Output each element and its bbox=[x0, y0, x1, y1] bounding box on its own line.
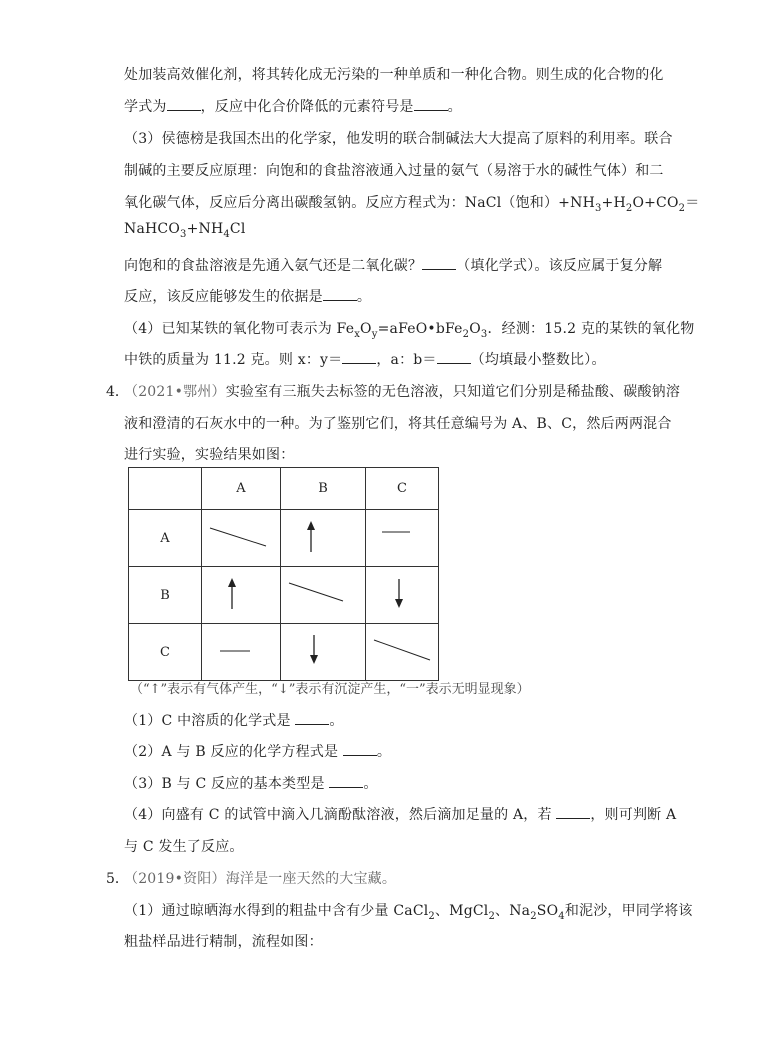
cell-a-c-none bbox=[366, 510, 439, 567]
answer-blank[interactable] bbox=[323, 288, 357, 301]
table-legend-caption: （“↑”表示有气体产生，“↓”表示有沉淀产生，“一”表示无明显现象） bbox=[130, 682, 530, 697]
dash-icon bbox=[202, 624, 280, 676]
cell-c-b-precipitate bbox=[281, 624, 366, 681]
col-header-a: A bbox=[202, 468, 281, 510]
q4-number: 4． bbox=[106, 384, 129, 400]
q4-line-1: （2021•鄂州）实验室有三瓶失去标签的无色溶液，只知道它们分别是稀盐酸、碳酸钠溶 bbox=[124, 384, 681, 400]
q4-line-2: 液和澄清的石灰水中的一种。为了鉴别它们，将其任意编号为 A、B、C，然后两两混合 bbox=[124, 416, 672, 432]
diagonal-line-icon bbox=[202, 510, 280, 562]
q3-sub3-line-2: 制碱的主要反应原理：向饱和的食盐溶液通入过量的氨气（易溶于水的碱性气体）和二 bbox=[124, 163, 664, 179]
q3-sub3-line-1: （3）侯德榜是我国杰出的化学家，他发明的联合制碱法大大提高了原料的利用率。联合 bbox=[124, 131, 673, 147]
cell-b-c-precipitate bbox=[366, 567, 439, 624]
q3-sub3-equation: $NaHCO_3+NH_4Cl$ bbox=[124, 221, 246, 240]
answer-blank[interactable] bbox=[329, 775, 363, 788]
q5-sub1-line-2: 粗盐样品进行精制，流程如图： bbox=[124, 934, 323, 950]
up-arrow-icon bbox=[202, 567, 280, 619]
answer-blank[interactable] bbox=[437, 351, 471, 364]
diagonal-line-icon bbox=[281, 567, 365, 619]
q4-sub4-line-1: （4）向盛有 C 的试管中滴入几滴酚酞溶液，然后滴加足量的 A，若 ，则可判断 A bbox=[124, 807, 677, 823]
table-row bbox=[129, 510, 439, 567]
q4-sub1: （1）C 中溶质的化学式是 。 bbox=[124, 713, 344, 729]
answer-blank[interactable] bbox=[167, 98, 201, 111]
q3-sub3-line-5: 向饱和的食盐溶液是先通入氨气还是二氧化碳？ （填化学式）。该反应属于复分解 bbox=[124, 258, 663, 274]
q4-sub2: （2）A 与 B 反应的化学方程式是 。 bbox=[124, 744, 392, 760]
down-arrow-icon bbox=[366, 567, 438, 619]
answer-blank[interactable] bbox=[343, 743, 377, 756]
q5-line-1: （2019•资阳）海洋是一座天然的大宝藏。 bbox=[124, 871, 397, 887]
row-header-b: B bbox=[129, 567, 202, 624]
q5-source: （2019•资阳） bbox=[124, 871, 226, 887]
answer-blank[interactable] bbox=[342, 351, 376, 364]
q3-sub4-line-1: （4）已知某铁的氧化物可表示为 $Fe_xO_y=aFeO•bFe_2O_3$．经测：15.2 克的某铁的氧化物 bbox=[124, 321, 695, 340]
table-corner bbox=[129, 468, 202, 510]
cell-c-a-none bbox=[202, 624, 281, 681]
cell-c-c-self bbox=[366, 624, 439, 681]
q4-source: （2021•鄂州） bbox=[124, 384, 226, 400]
answer-blank[interactable] bbox=[414, 98, 448, 111]
table-row bbox=[129, 624, 439, 681]
q3-line-2: 学式为 ，反应中化合价降低的元素符号是 。 bbox=[124, 99, 462, 115]
col-header-b: B bbox=[281, 468, 366, 510]
row-header-c: C bbox=[129, 624, 202, 681]
table-row bbox=[129, 567, 439, 624]
cell-a-a-self bbox=[202, 510, 281, 567]
q3-line-1: 处加装高效催化剂，将其转化成无污染的一种单质和一种化合物。则生成的化合物的化 bbox=[124, 67, 664, 83]
answer-blank[interactable] bbox=[295, 712, 329, 725]
cell-b-a-gas bbox=[202, 567, 281, 624]
q4-sub3: （3）B 与 C 反应的基本类型是 。 bbox=[124, 776, 378, 792]
col-header-c: C bbox=[366, 468, 439, 510]
reaction-result-table bbox=[128, 467, 439, 681]
row-header-a: A bbox=[129, 510, 202, 567]
q4-line-3: 进行实验，实验结果如图： bbox=[124, 447, 295, 463]
q5-number: 5． bbox=[106, 871, 129, 887]
cell-b-b-self bbox=[281, 567, 366, 624]
answer-blank[interactable] bbox=[422, 257, 456, 270]
up-arrow-icon bbox=[281, 510, 365, 562]
q3-sub4-line-2: 中铁的质量为 11.2 克。则 x：y＝ ，a：b＝ （均填最小整数比）。 bbox=[124, 352, 606, 368]
answer-blank[interactable] bbox=[556, 806, 590, 819]
cell-a-b-gas bbox=[281, 510, 366, 567]
dash-icon bbox=[366, 510, 438, 562]
q3-sub3-line-6: 反应，该反应能够发生的依据是 。 bbox=[124, 289, 372, 305]
q3-sub3-line-3: 氧化碳气体，反应后分离出碳酸氢钠。反应方程式为：NaCl（饱和）$+NH_3+H_2O+CO_2=$ bbox=[124, 195, 700, 214]
q5-sub1-line-1: （1）通过晾晒海水得到的粗盐中含有少量 CaCl$_2$、MgCl$_2$、$Na_2SO_4$和泥沙，甲同学将该 bbox=[124, 903, 693, 922]
down-arrow-icon bbox=[281, 624, 365, 676]
diagonal-line-icon bbox=[366, 624, 438, 676]
q4-sub4-line-2: 与 C 发生了反应。 bbox=[124, 839, 244, 855]
